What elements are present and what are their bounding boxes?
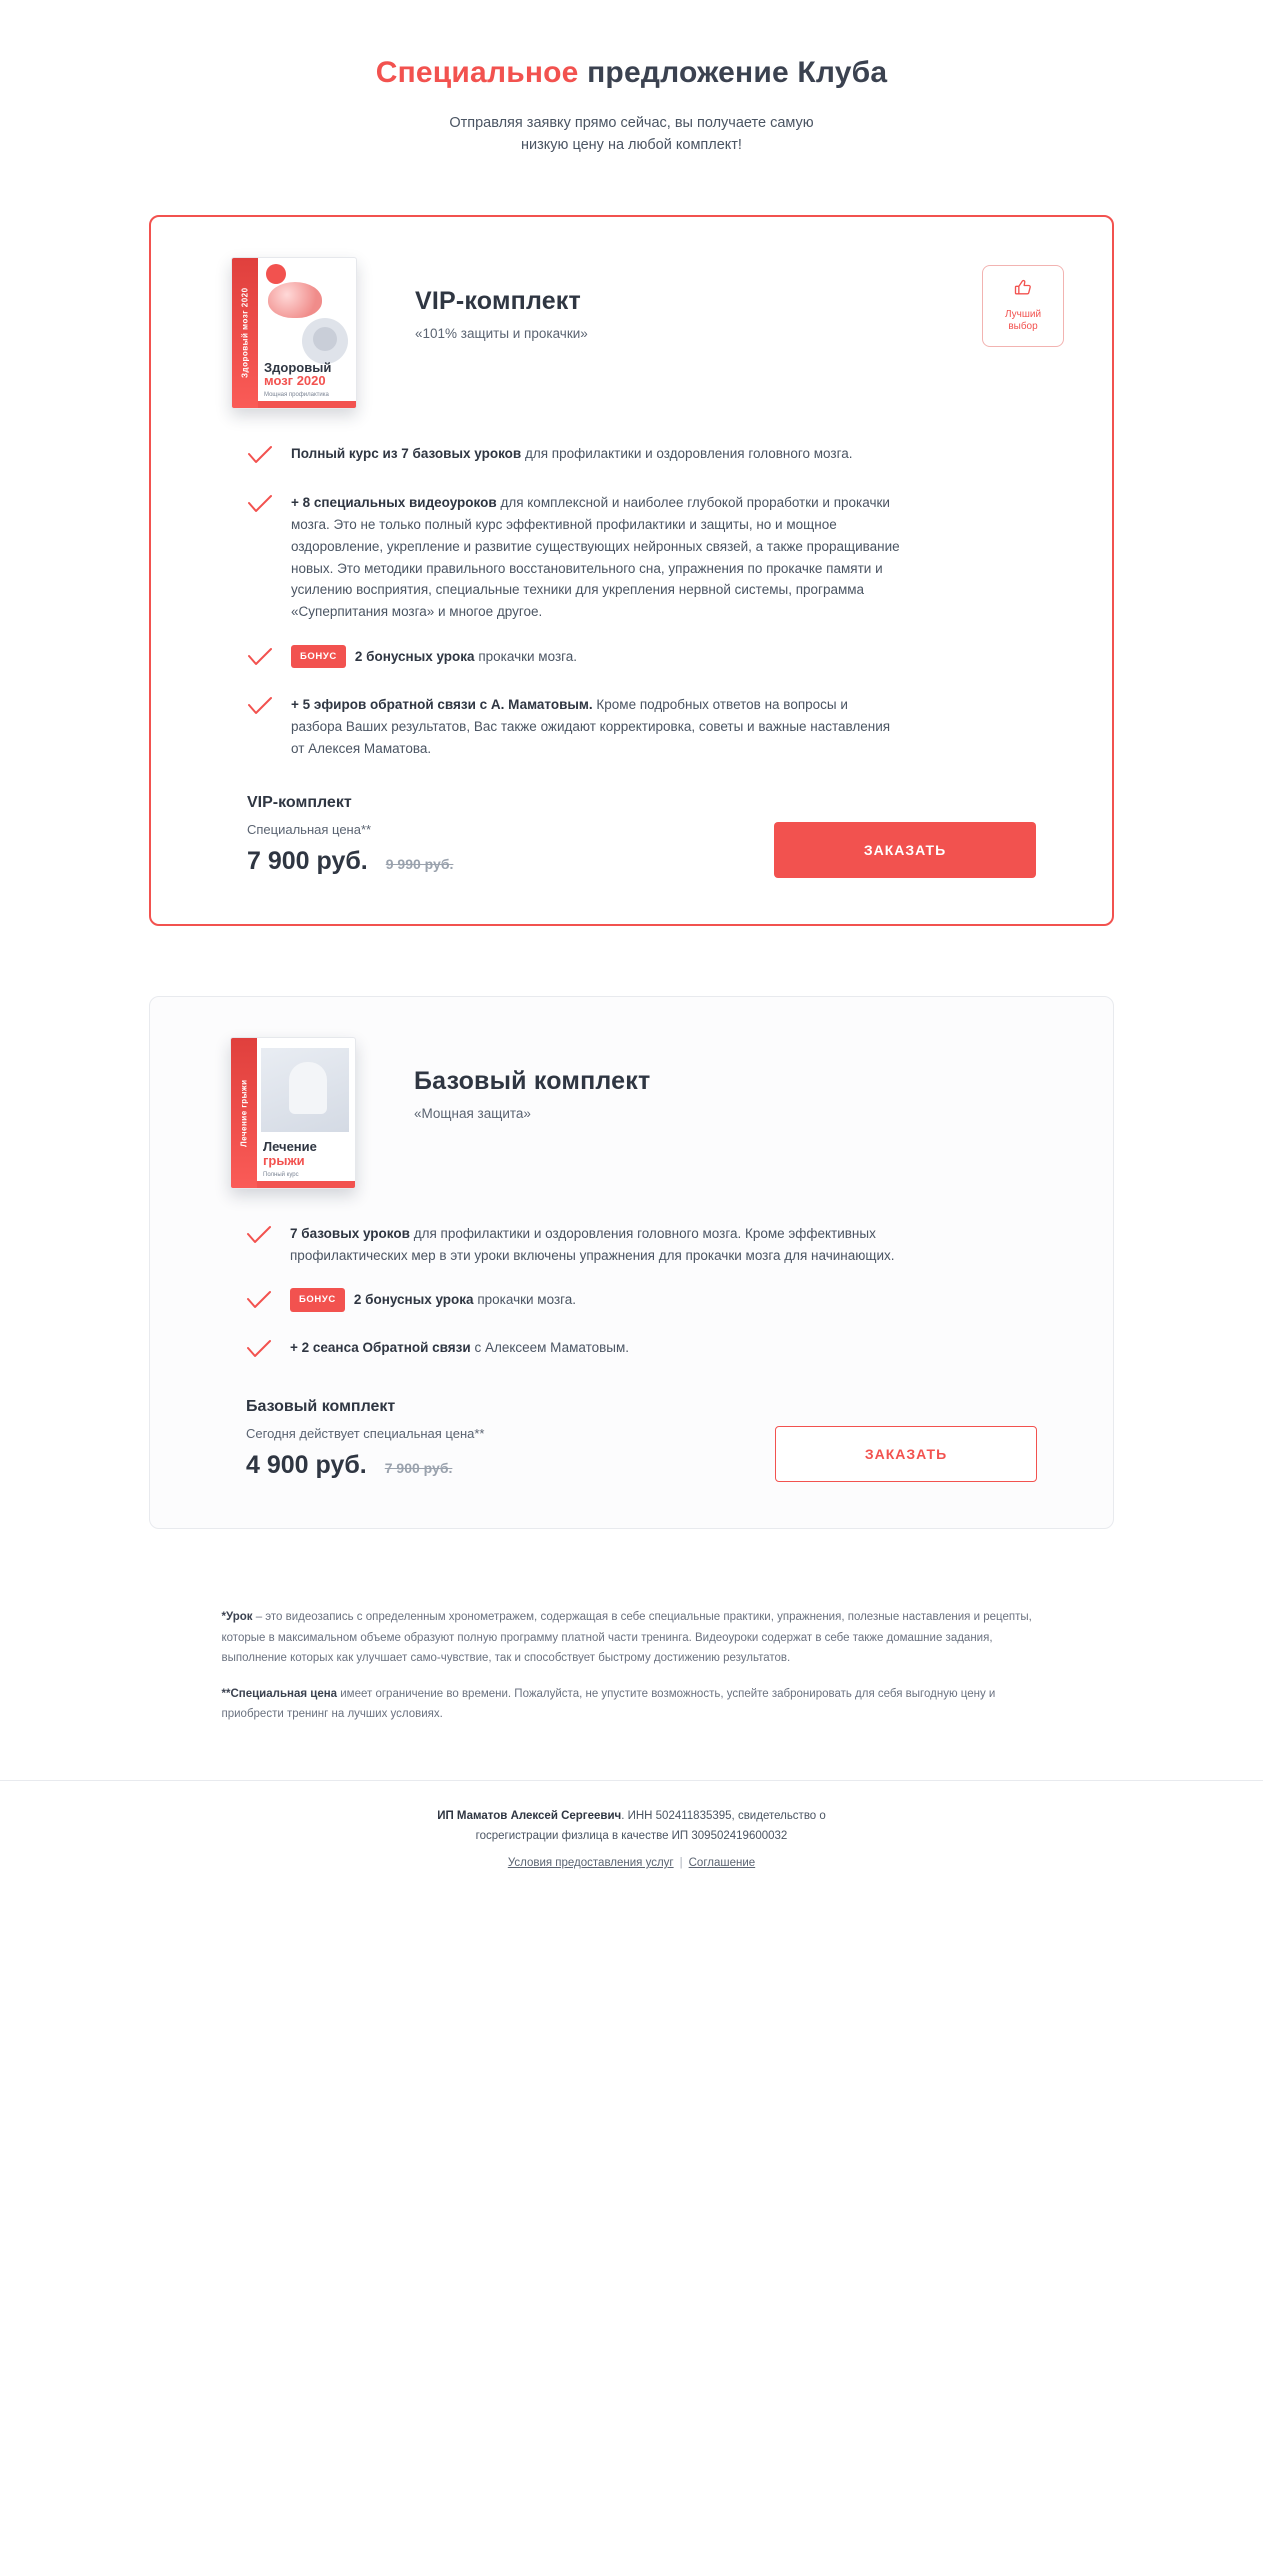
basic-card-header (198, 1031, 1065, 1189)
basic-kit-title: Базовый комплект (414, 1066, 651, 1095)
basic-box-spine: Лечение грыжи (231, 1038, 257, 1188)
list-item (247, 645, 1064, 672)
check-icon (247, 443, 291, 470)
basic-price-current: 4 900 руб. (246, 1451, 367, 1480)
check-icon (246, 1337, 290, 1364)
list-item (246, 1288, 1065, 1315)
vip-box-spine: Здоровый мозг 2020 (232, 258, 258, 408)
feature-text (290, 1337, 629, 1359)
basic-product-image (198, 1031, 388, 1189)
feature-rest: Кроме подробных ответов на вопросы и разбора Ваших результатов, Вас также ожидают корректировка, советы и важные наставления от Алексея Маматова. (291, 697, 891, 756)
check-icon (246, 1288, 290, 1315)
basic-box-stripe (257, 1181, 355, 1188)
page-title-rest: предложение Клуба (578, 56, 888, 89)
feature-bold: 2 бонусных урока (354, 649, 475, 665)
basic-offer-card (149, 996, 1114, 1530)
basic-price-kit-name: Базовый комплект (246, 1398, 396, 1416)
basic-order-button[interactable]: ЗАКАЗАТЬ (775, 1426, 1037, 1482)
basic-box-title-line2: грыжи (263, 1153, 305, 1169)
check-icon (247, 694, 291, 721)
footer-legal-line1 (0, 1807, 1263, 1827)
feature-bold: + 8 специальных видеоуроков (291, 494, 497, 510)
page-title (0, 56, 1263, 90)
feature-text (290, 1288, 576, 1311)
basic-box-artwork (230, 1037, 356, 1189)
vip-order-button[interactable]: ЗАКАЗАТЬ (774, 822, 1036, 878)
basic-feature-list (198, 1223, 1065, 1365)
basic-heading-block (388, 1031, 1065, 1121)
list-item (247, 492, 1064, 623)
vip-kit-subtitle: «101% защиты и прокачки» (415, 325, 588, 341)
basic-price-block (246, 1398, 485, 1482)
page-subtitle-line2: низкую цену на любой комплект! (521, 137, 742, 154)
feature-text (291, 694, 901, 760)
vip-price-row (199, 794, 1064, 878)
vip-card-header (199, 251, 1064, 409)
page-footer (0, 1780, 1263, 1908)
feature-bold: Полный курс из 7 базовых уроков (291, 445, 522, 461)
basic-price-line (246, 1451, 485, 1480)
footnote-price-term: **Специальная цена (221, 1687, 338, 1700)
best-choice-line1: Лучший (1004, 308, 1042, 320)
feature-rest: для профилактики и оздоровления головного мозга. (521, 445, 853, 461)
feature-bold: + 2 сеанса Обратной связи (290, 1340, 471, 1356)
terms-link[interactable]: Условия предоставления услуг (507, 1857, 674, 1870)
footnotes (222, 1607, 1042, 1724)
footnote-price (222, 1684, 1042, 1724)
vip-price-block (247, 794, 453, 878)
list-item (246, 1223, 1065, 1267)
vip-box-artwork (231, 257, 357, 409)
basic-price-row (198, 1398, 1065, 1482)
feature-bold: 2 бонусных урока (353, 1292, 474, 1308)
vip-price-line (247, 847, 453, 876)
best-choice-line2: выбор (1008, 321, 1038, 333)
vip-box-subtitle: Мощная профилактика (264, 391, 329, 398)
page-subtitle-line1: Отправляя заявку прямо сейчас, вы получаете самую (449, 115, 814, 131)
check-icon (247, 492, 291, 519)
basic-box-title (263, 1140, 317, 1167)
feature-rest: для профилактики и оздоровления головного мозга. Кроме эффективных профилактических мер в эти уроки включены упражнения для прокачки мозга для начинающих. (290, 1225, 895, 1263)
basic-box-title-line1: Лечение (263, 1139, 317, 1155)
list-item (247, 443, 1064, 470)
footer-links (0, 1854, 1263, 1874)
feature-text (291, 645, 577, 668)
vip-price-kit-name: VIP-комплект (247, 793, 352, 811)
feature-bold: + 5 эфиров обратной связи с А. Маматовым. (291, 697, 593, 713)
feature-bold: 7 базовых уроков (290, 1225, 410, 1241)
vip-offer-card (149, 215, 1114, 926)
brain-icon (268, 282, 322, 318)
footer-inn: . ИНН 502411835395, свидетельство о (621, 1810, 826, 1823)
vip-box-person-photo (302, 318, 348, 364)
vip-price-current: 7 900 руб. (247, 846, 368, 875)
footnote-price-text: имеет ограничение во времени. Пожалуйста, не упустите возможность, успейте забронировать для себя выгодную цену и приобрести тренинг на лучших условиях. (221, 1687, 996, 1720)
footer-link-separator: | (679, 1857, 683, 1870)
offer-page (0, 56, 1263, 1908)
vip-kit-title: VIP-комплект (415, 286, 581, 315)
vip-feature-list (199, 443, 1064, 760)
vip-box-stripe (258, 401, 356, 408)
feature-rest: прокачки мозга. (474, 649, 578, 665)
basic-price-note: Сегодня действует специальная цена** (246, 1426, 485, 1442)
page-title-accent: Специальное (375, 56, 579, 89)
vip-price-old: 9 990 руб. (385, 855, 454, 872)
list-item (247, 694, 1064, 760)
basic-kit-subtitle: «Мощная защита» (414, 1105, 531, 1121)
vip-box-title-line2: мозг 2020 (264, 373, 326, 389)
vip-product-image (199, 251, 389, 409)
footer-company-name: ИП Маматов Алексей Сергеевич (437, 1810, 622, 1823)
check-icon (246, 1223, 290, 1250)
feature-rest: с Алексеем Маматовым. (470, 1340, 630, 1356)
footnote-lesson (222, 1607, 1042, 1667)
basic-price-old: 7 900 руб. (384, 1460, 453, 1477)
footer-legal-line2: госрегистрации физлица в качестве ИП 309502419600032 (475, 1829, 788, 1842)
feature-text (291, 492, 901, 623)
footnote-lesson-text: – это видеозапись с определенным хронометражем, содержащая в себе специальные практики, упражнения, полезные наставления и рецепты, которые в максимальном объеме образуют полную программу платной части тренинга. Видеоуроки содержат в себе также домашние задания, выполнение которых как улучшает само-чувствие, так и способствует быстрому достижению результатов. (221, 1611, 1032, 1664)
feature-rest: для комплексной и наиболее глубокой проработки и прокачки мозга. Это не только полный курс эффективной профилактики и защиты, но и мощное оздоровление, укрепление и развитие существующих нейронных связей, а также проращивание новых. Это методики правильного восстановительного сна, упражнения по прокачке памяти и усилению восприятия, специальные техники для укрепления нервной системы, программа «Суперпитания мозга» и многое другое. (291, 494, 900, 620)
agreement-link[interactable]: Соглашение (688, 1857, 756, 1870)
feature-rest: прокачки мозга. (473, 1292, 577, 1308)
list-item (246, 1337, 1065, 1364)
thumbs-up-icon (1013, 278, 1033, 309)
vip-box-title-line1: Здоровый (264, 359, 332, 375)
vip-box-title (264, 361, 331, 388)
footnote-lesson-term: *Урок (221, 1611, 253, 1624)
bonus-badge: БОНУС (291, 645, 346, 668)
best-choice-badge (982, 265, 1064, 347)
feature-text (290, 1223, 900, 1267)
feature-text (291, 443, 852, 465)
basic-box-photo (261, 1048, 349, 1132)
check-icon (247, 645, 291, 672)
bonus-badge: БОНУС (290, 1288, 345, 1311)
vip-heading-block (389, 251, 982, 341)
basic-box-subtitle: Полный курс (263, 1171, 299, 1178)
page-subtitle (0, 112, 1263, 157)
vip-box-badge-icon (266, 264, 286, 284)
vip-price-note: Специальная цена** (247, 821, 372, 837)
